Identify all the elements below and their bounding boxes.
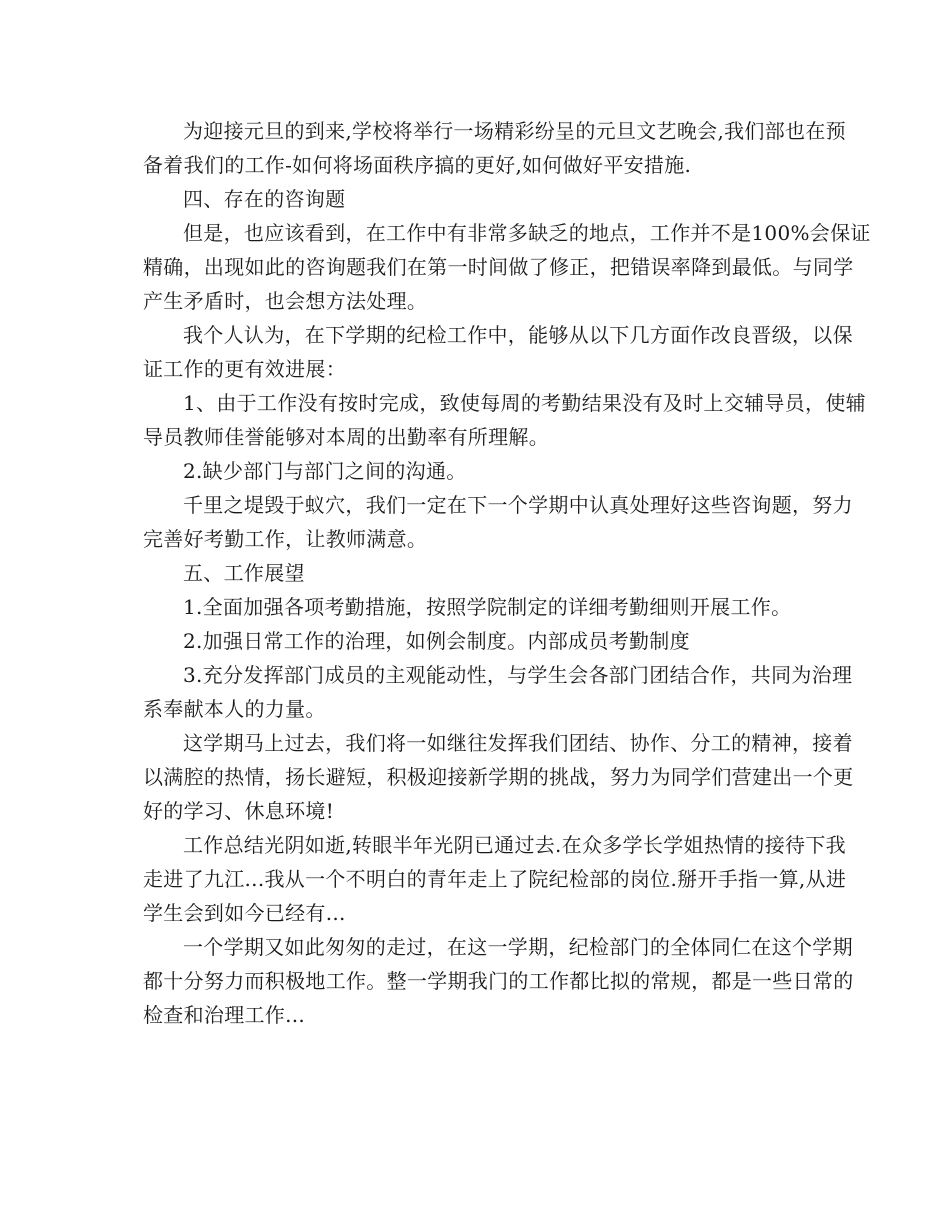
text-line: 走进了九江...我从一个不明白的青年走上了院纪检部的岗位.掰开手指一算,从进	[143, 867, 847, 891]
text-line: 但是，也应该看到，在工作中有非常多缺乏的地点，工作并不是100%会保证	[183, 221, 871, 245]
paragraph	[143, 590, 807, 624]
text-line: 2.加强日常工作的治理，如例会制度。内部成员考勤制度	[183, 629, 690, 653]
paragraph	[143, 556, 807, 590]
paragraph	[143, 454, 807, 488]
text-line: 备着我们的工作-如何将场面秩序搞的更好,如何做好平安措施.	[143, 153, 692, 177]
text-line: 3.充分发挥部门成员的主观能动性，与学生会各部门团结合作，共同为治理	[183, 663, 853, 687]
text-line: 精确，出现如此的咨询题我们在第一时间做了修正，把错误率降到最低。与同学	[143, 255, 854, 279]
text-line: 一个学期又如此匆匆的走过，在这一学期，纪检部门的全体同仁在这个学期	[183, 935, 853, 959]
text-line: 1、由于工作没有按时完成，致使每周的考勤结果没有及时上交辅导员，使辅	[183, 391, 866, 415]
text-line: 1.全面加强各项考勤措施，按照学院制定的详细考勤细则开展工作。	[183, 595, 792, 619]
paragraph	[143, 726, 854, 828]
text-line: 检查和治理工作...	[143, 1003, 306, 1027]
text-line: 五、工作展望	[183, 561, 305, 585]
text-line: 千里之堤毁于蚁穴，我们一定在下一个学期中认真处理好这些咨询题，努力	[183, 493, 853, 517]
text-line: 都十分努力而积极地工作。整一学期我门的工作都比拟的常规，都是一些日常的	[143, 969, 854, 993]
text-line: 四、存在的咨询题	[183, 187, 346, 211]
paragraph	[143, 182, 807, 216]
paragraph	[143, 488, 853, 556]
text-line: 完善好考勤工作，让教师满意。	[143, 527, 428, 551]
paragraph	[143, 114, 846, 182]
paragraph	[143, 828, 847, 930]
paragraph	[143, 624, 807, 658]
text-line: 好的学习、休息环境!	[143, 799, 335, 823]
text-line: 以满腔的热情，扬长避短，积极迎接新学期的挑战，努力为同学们营建出一个更	[143, 765, 854, 789]
text-line: 系奉献本人的力量。	[143, 697, 326, 721]
text-line: 这学期马上过去，我们将一如继往发挥我们团结、协作、分工的精神，接着	[183, 731, 853, 755]
paragraph	[143, 658, 853, 726]
text-line: 我个人认为，在下学期的纪检工作中，能够从以下几方面作改良晋级，以保	[183, 323, 853, 347]
document-body	[143, 114, 871, 1032]
text-line: 工作总结光阴如逝,转眼半年光阴已通过去.在众多学长学姐热情的接待下我	[183, 833, 846, 857]
paragraph	[143, 930, 854, 1032]
text-line: 2.缺少部门与部门之间的沟通。	[183, 459, 467, 483]
text-line: 导员教师佳誉能够对本周的出勤率有所理解。	[143, 425, 549, 449]
text-line: 为迎接元旦的到来,学校将举行一场精彩纷呈的元旦文艺晚会,我们部也在预	[183, 119, 846, 143]
paragraph	[143, 386, 866, 454]
text-line: 证工作的更有效进展：	[143, 357, 346, 381]
text-line: 产生矛盾时，也会想方法处理。	[143, 289, 428, 313]
paragraph	[143, 318, 853, 386]
text-line: 学生会到如今已经有...	[143, 901, 346, 925]
paragraph	[143, 216, 871, 318]
